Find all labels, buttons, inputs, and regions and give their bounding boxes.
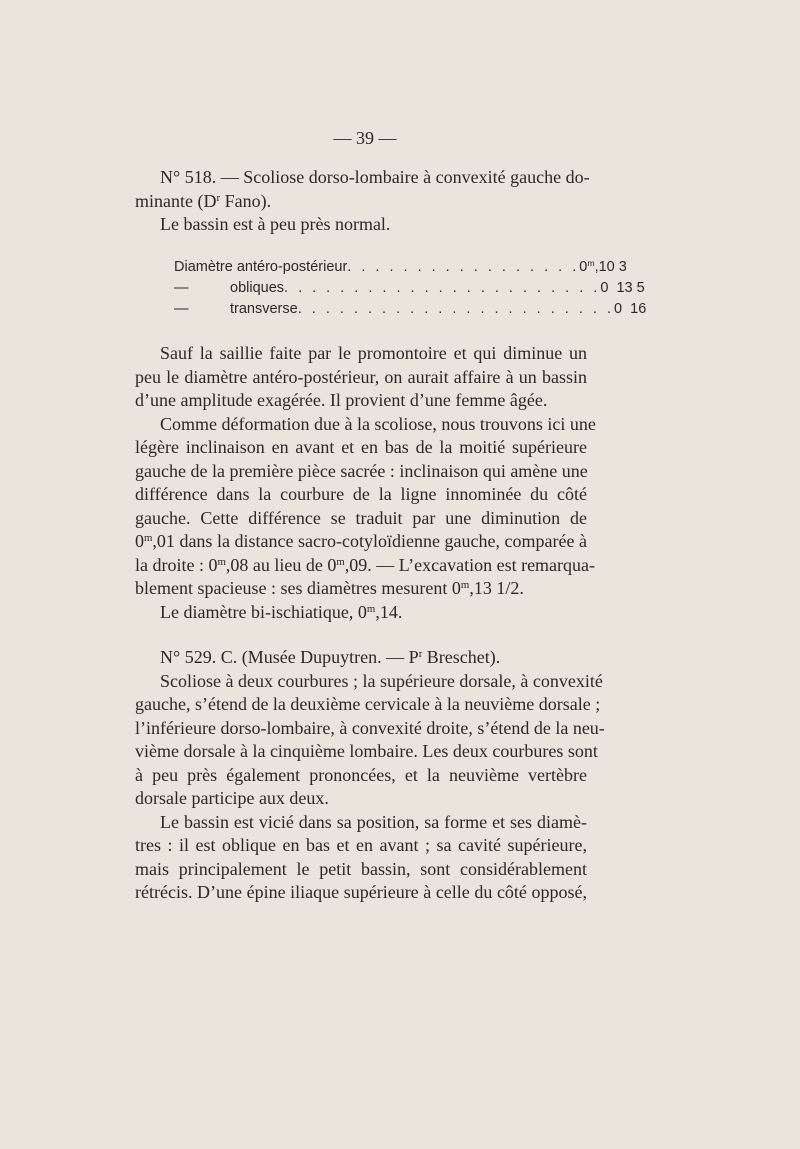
measurement-row (174, 258, 627, 280)
text-line: gauche, s’étend de la deuxième cervicale à la neuvième dorsale ; (135, 694, 601, 714)
measurement-row (174, 280, 645, 301)
measurement-value: 0$^m$,10 3 (579, 258, 627, 275)
text-line: à peu près également prononcées, et la neuvième vertèbre (135, 764, 587, 785)
dot-leader: . . . . . . . . . . . . . . . . . . . . . . . (284, 280, 601, 296)
text-line: blement spacieuse : ses diamètres mesurent 0$^m$,13 1/2. (135, 578, 524, 598)
text-line: gauche de la première pièce sacrée : inclinaison qui amène une (135, 460, 588, 481)
text-line: vième dorsale à la cinquième lombaire. Les deux courbures sont (135, 741, 598, 761)
measurement-label: — transverse (174, 301, 298, 317)
text-line: différence dans la courbure de la ligne innominée du côté (135, 484, 587, 504)
text-line: rétrécis. D’une épine iliaque supérieure à celle du côté opposé, (135, 882, 587, 902)
text-line: mais principalement le petit bassin, sont considérablement (135, 858, 587, 879)
case-518-description (135, 342, 596, 624)
text-line: tres : il est oblique en bas et en avant ; sa cavité supérieure, (135, 835, 587, 855)
text-line: Le diamètre bi-ischiatique, 0$^m$,14. (160, 601, 403, 622)
measurement-value: 0 16 (614, 301, 647, 317)
text-line: Scoliose à deux courbures ; la supérieure dorsale, à convexité (160, 670, 603, 691)
text-line: d’une amplitude exagérée. Il provient d’une femme âgée. (135, 390, 548, 410)
measurement-table (174, 258, 647, 322)
text-line: Comme déformation due à la scoliose, nous trouvons ici une (160, 413, 596, 434)
text-line: gauche. Cette différence se traduit par une diminution de (135, 507, 587, 528)
measurement-value: 0 13 5 (600, 280, 645, 296)
page-number: — 39 — (333, 128, 397, 148)
case-529-title: N° 529. C. (Musée Dupuytren. — $P^r$ Breschet). (160, 647, 501, 667)
text-line: Le bassin est vicié dans sa position, sa forme et ses diamè- (160, 811, 587, 832)
measurement-row (174, 301, 647, 322)
text-line: la droite : 0$^m$,08 au lieu de 0$^m$,09. — L’excavation est remarqua- (135, 554, 596, 575)
measurement-label: — obliques (174, 280, 285, 296)
case-518-header (135, 166, 590, 237)
case-518-title-line1: N° 518. — Scoliose dorso-lombaire à convexité gauche do- (160, 167, 590, 187)
text-line: l’inférieure dorso-lombaire, à convexité droite, s’étend de la neu- (135, 717, 605, 738)
case-529-section (135, 646, 605, 905)
text-line: peu le diamètre antéro-postérieur, on aurait affaire à un bassin (135, 366, 587, 387)
dot-leader: . . . . . . . . . . . . . . . . . . . . . . . (297, 301, 614, 317)
text-line: légère inclinaison en avant et en bas de la moitié supérieure (135, 437, 587, 457)
case-518-title-line2: minante ($D^r$ Fano). (135, 190, 272, 211)
text-line: Sauf la saillie faite par le promontoire et qui diminue un (160, 343, 587, 363)
measurement-label: Diamètre antéro-postérieur (174, 259, 348, 275)
text-line: 0$^m$,01 dans la distance sacro-cotyloïdienne gauche, comparée à (135, 531, 587, 551)
case-518-pelvis-note: Le bassin est à peu près normal. (160, 214, 391, 234)
dot-leader: . . . . . . . . . . . . . . . . . (347, 259, 580, 275)
text-line: dorsale participe aux deux. (135, 788, 329, 808)
